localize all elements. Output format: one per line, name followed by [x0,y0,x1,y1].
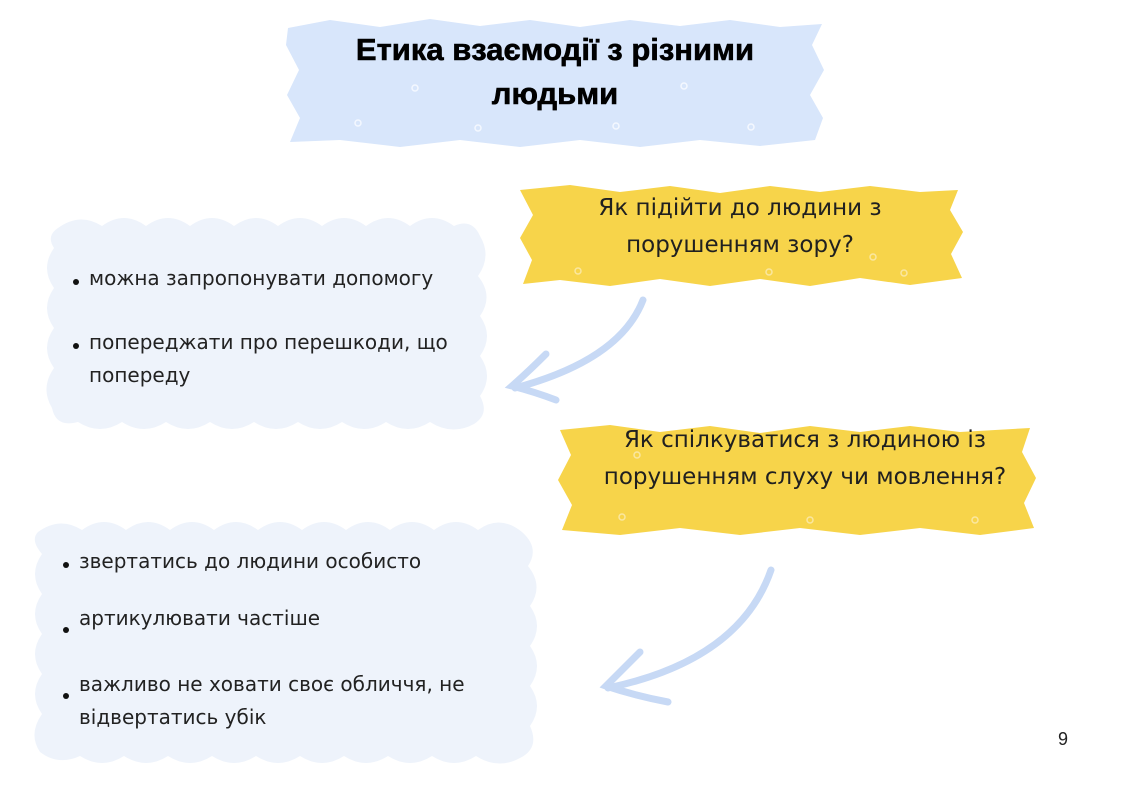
tip-item: можна запропонувати допомогу [70,262,490,295]
tip-item: звертатись до людини особисто [60,545,530,578]
slide-title: Етика взаємодії з різними людьми [355,32,755,111]
tips-list-hearing [60,545,530,734]
page-number: 9 [1058,729,1069,749]
tip-item: артикулювати частіше [60,602,530,635]
tip-item: попереджати про перешкоди, що попереду [70,326,490,392]
arrow-2 [606,570,771,702]
arrow-1 [512,300,643,400]
tip-item: важливо не ховати своє обличчя, не відвертатись убік [60,668,530,734]
tips-list-vision [70,262,490,392]
question-hearing: Як спілкуватися з людиною із порушенням слуху чи мовлення? [603,427,1007,490]
question-vision: Як підійти до людини з порушенням зору? [598,195,882,258]
